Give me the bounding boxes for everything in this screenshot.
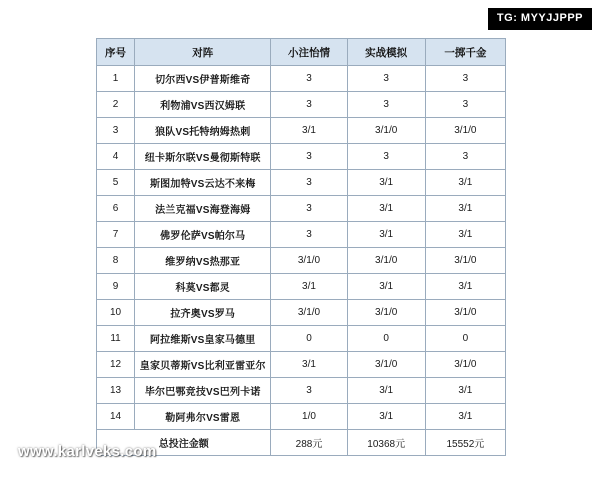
- cell-match: 勒阿弗尔VS雷恩: [135, 404, 271, 430]
- cell-match: 切尔西VS伊普斯维奇: [135, 66, 271, 92]
- cell-plan-sim: 3: [347, 92, 425, 118]
- table-row: [97, 300, 506, 326]
- cell-plan-sim: 3/1: [347, 378, 425, 404]
- cell-index: 8: [97, 248, 135, 274]
- cell-plan-small: 3: [271, 66, 347, 92]
- cell-index: 13: [97, 378, 135, 404]
- cell-index: 12: [97, 352, 135, 378]
- cell-index: 1: [97, 66, 135, 92]
- cell-plan-big: 3/1: [425, 404, 505, 430]
- cell-match: 佛罗伦萨VS帕尔马: [135, 222, 271, 248]
- telegram-badge: TG: MYYJJPPP: [488, 8, 592, 30]
- table-row: [97, 222, 506, 248]
- cell-plan-small: 3: [271, 144, 347, 170]
- cell-plan-big: 3/1/0: [425, 248, 505, 274]
- cell-index: 4: [97, 144, 135, 170]
- table-row: [97, 326, 506, 352]
- cell-plan-big: 3/1: [425, 196, 505, 222]
- cell-match: 利物浦VS西汉姆联: [135, 92, 271, 118]
- cell-plan-sim: 3/1: [347, 404, 425, 430]
- cell-plan-big: 3/1: [425, 222, 505, 248]
- total-plan-big: 15552元: [425, 430, 505, 456]
- cell-plan-big: 3: [425, 66, 505, 92]
- cell-match: 阿拉维斯VS皇家马德里: [135, 326, 271, 352]
- betting-table-container: [96, 38, 506, 456]
- cell-plan-small: 3/1: [271, 118, 347, 144]
- cell-match: 维罗纳VS热那亚: [135, 248, 271, 274]
- cell-plan-sim: 3/1: [347, 274, 425, 300]
- betting-table: [96, 38, 506, 456]
- cell-plan-sim: 3: [347, 66, 425, 92]
- cell-plan-sim: 3/1: [347, 170, 425, 196]
- column-header-match: 对阵: [135, 39, 271, 66]
- cell-index: 10: [97, 300, 135, 326]
- table-header-row: [97, 39, 506, 66]
- table-row: [97, 92, 506, 118]
- table-body: [97, 66, 506, 456]
- cell-match: 斯图加特VS云达不来梅: [135, 170, 271, 196]
- cell-plan-big: 3/1/0: [425, 352, 505, 378]
- cell-plan-small: 3: [271, 196, 347, 222]
- cell-plan-small: 3/1: [271, 352, 347, 378]
- table-row: [97, 248, 506, 274]
- cell-index: 7: [97, 222, 135, 248]
- cell-plan-big: 3/1: [425, 170, 505, 196]
- site-watermark: www.karlveks.com: [18, 443, 157, 460]
- cell-index: 14: [97, 404, 135, 430]
- cell-index: 9: [97, 274, 135, 300]
- table-row: [97, 352, 506, 378]
- table-row: [97, 144, 506, 170]
- cell-plan-sim: 3: [347, 144, 425, 170]
- cell-index: 3: [97, 118, 135, 144]
- cell-plan-small: 3: [271, 378, 347, 404]
- cell-plan-sim: 3/1/0: [347, 300, 425, 326]
- cell-match: 毕尔巴鄂竞技VS巴列卡诺: [135, 378, 271, 404]
- column-header-plan-small: 小注怡情: [271, 39, 347, 66]
- cell-index: 6: [97, 196, 135, 222]
- cell-match: 狼队VS托特纳姆热刺: [135, 118, 271, 144]
- cell-plan-big: 3/1/0: [425, 300, 505, 326]
- cell-plan-big: 3: [425, 92, 505, 118]
- total-label: 总投注金额: [97, 430, 271, 456]
- cell-match: 拉齐奥VS罗马: [135, 300, 271, 326]
- table-row: [97, 378, 506, 404]
- cell-plan-sim: 3/1/0: [347, 248, 425, 274]
- cell-plan-small: 3: [271, 170, 347, 196]
- cell-plan-small: 3/1/0: [271, 248, 347, 274]
- column-header-plan-sim: 实战模拟: [347, 39, 425, 66]
- cell-match: 纽卡斯尔联VS曼彻斯特联: [135, 144, 271, 170]
- cell-plan-small: 0: [271, 326, 347, 352]
- cell-plan-small: 3/1: [271, 274, 347, 300]
- table-row: [97, 196, 506, 222]
- cell-match: 科莫VS都灵: [135, 274, 271, 300]
- cell-plan-sim: 3/1: [347, 222, 425, 248]
- cell-plan-big: 3/1/0: [425, 118, 505, 144]
- table-row: [97, 274, 506, 300]
- total-plan-small: 288元: [271, 430, 347, 456]
- cell-plan-small: 1/0: [271, 404, 347, 430]
- cell-index: 2: [97, 92, 135, 118]
- cell-plan-big: 3/1: [425, 274, 505, 300]
- cell-plan-small: 3: [271, 92, 347, 118]
- cell-plan-big: 0: [425, 326, 505, 352]
- table-row: [97, 66, 506, 92]
- cell-plan-small: 3/1/0: [271, 300, 347, 326]
- table-row: [97, 404, 506, 430]
- cell-index: 11: [97, 326, 135, 352]
- cell-plan-small: 3: [271, 222, 347, 248]
- cell-plan-sim: 3/1/0: [347, 352, 425, 378]
- table-total-row: [97, 430, 506, 456]
- cell-plan-big: 3/1: [425, 378, 505, 404]
- cell-plan-sim: 3/1/0: [347, 118, 425, 144]
- cell-match: 法兰克福VS海登海姆: [135, 196, 271, 222]
- cell-match: 皇家贝蒂斯VS比利亚雷亚尔: [135, 352, 271, 378]
- cell-plan-sim: 3/1: [347, 196, 425, 222]
- table-row: [97, 118, 506, 144]
- column-header-index: 序号: [97, 39, 135, 66]
- total-plan-sim: 10368元: [347, 430, 425, 456]
- cell-plan-sim: 0: [347, 326, 425, 352]
- cell-plan-big: 3: [425, 144, 505, 170]
- table-header: [97, 39, 506, 66]
- column-header-plan-big: 一掷千金: [425, 39, 505, 66]
- cell-index: 5: [97, 170, 135, 196]
- table-row: [97, 170, 506, 196]
